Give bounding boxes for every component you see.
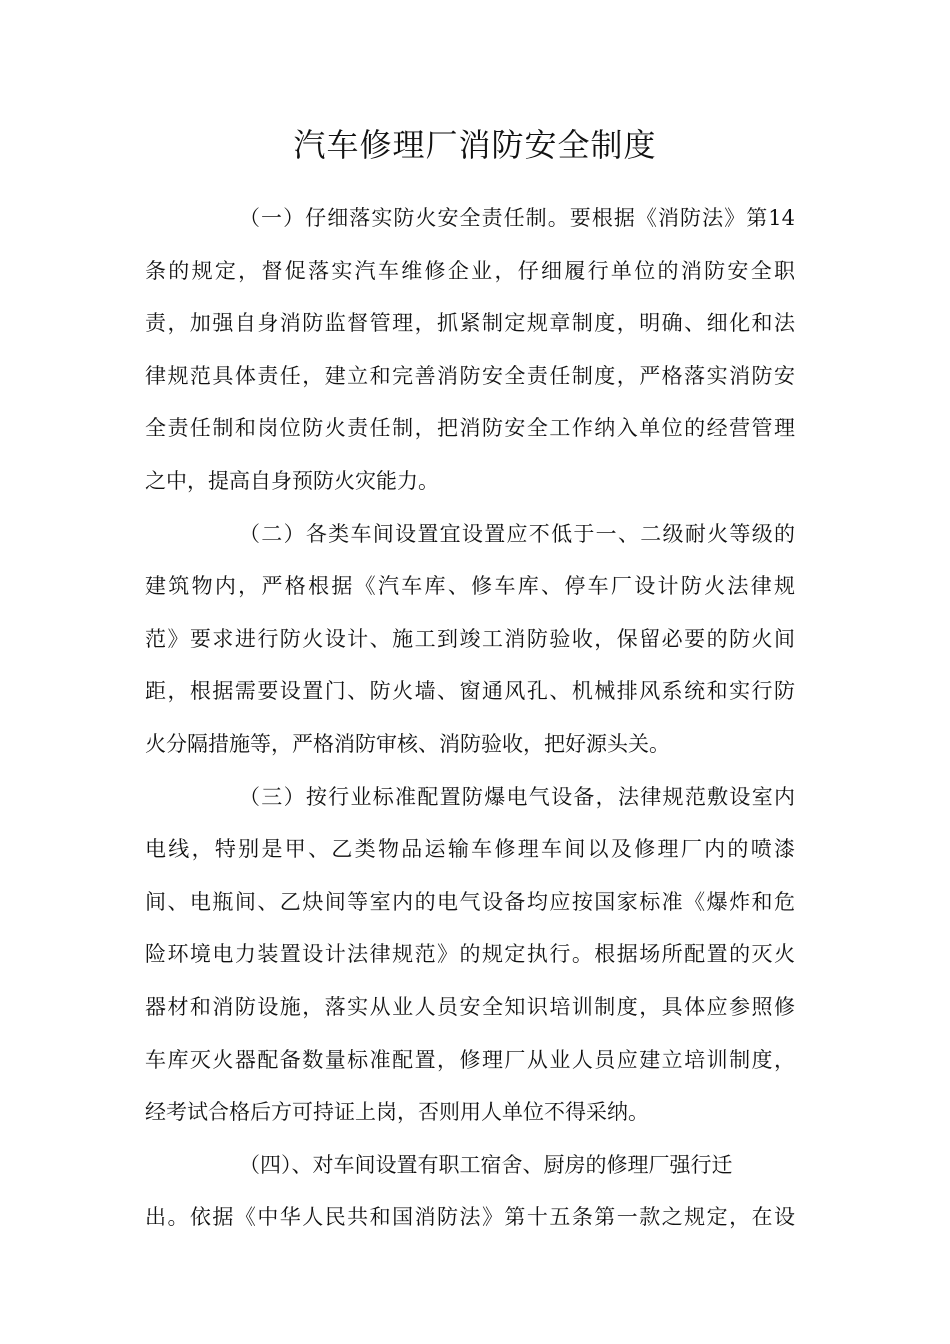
document-title: 汽车修理厂消防安全制度 [293,126,657,164]
text-line: 之中，提高自身预防火灾能力。 [145,468,439,493]
text-line: 经考试合格后方可持证上岗，否则用人单位不得采纳。 [145,1100,649,1125]
text-line: （二）各类车间设置宜设置应不低于一、二级耐火等级的 [239,521,795,546]
text-line: （一）仔细落实防火安全责任制。要根据《消防法》第14 [239,206,795,230]
text-line: 险环境电力装置设计法律规范》的规定执行。根据场所配置的灭火 [145,942,795,967]
text-line: 范》要求进行防火设计、施工到竣工消防验收，保留必要的防火间 [145,626,795,651]
text-line: 距，根据需要设置门、防火墙、窗通风孔、机械排风系统和实行防 [145,679,795,704]
text-line: 器材和消防设施，落实从业人员安全知识培训制度，具体应参照修 [145,994,795,1019]
text-line: 间、电瓶间、乙炔间等室内的电气设备均应按国家标准《爆炸和危 [145,889,795,914]
text-line: （四）、对车间设置有职工宿舍、厨房的修理厂强行迁 [239,1152,733,1177]
text-line: 火分隔措施等，严格消防审核、消防验收，把好源头关。 [145,731,670,756]
text-line: 建筑物内，严格根据《汽车库、修车库、停车厂设计防火法律规 [145,574,795,599]
paragraph-1 [145,192,795,508]
text-line: 全责任制和岗位防火责任制，把消防安全工作纳入单位的经营管理 [145,416,795,441]
text-line: 律规范具体责任，建立和完善消防安全责任制度，严格落实消防安 [145,363,795,388]
text-line: 出。依据《中华人民共和国消防法》第十五条第一款之规定，在设 [145,1205,795,1230]
text-line: 条的规定，督促落实汽车维修企业，仔细履行单位的消防安全职 [145,258,795,283]
text-line: 电线，特别是甲、乙类物品运输车修理车间以及修理厂内的喷漆 [145,837,795,862]
paragraph-3 [145,771,795,1139]
paragraph-2 [145,508,795,771]
text-line: （三）按行业标准配置防爆电气设备，法律规范敷设室内 [239,784,795,809]
paragraph-4 [145,1139,795,1244]
text-line: 车库灭火器配备数量标准配置，修理厂从业人员应建立培训制度， [145,1047,795,1072]
document-body [145,192,795,1244]
text-line: 责，加强自身消防监督管理，抓紧制定规章制度，明确、细化和法 [145,311,795,336]
